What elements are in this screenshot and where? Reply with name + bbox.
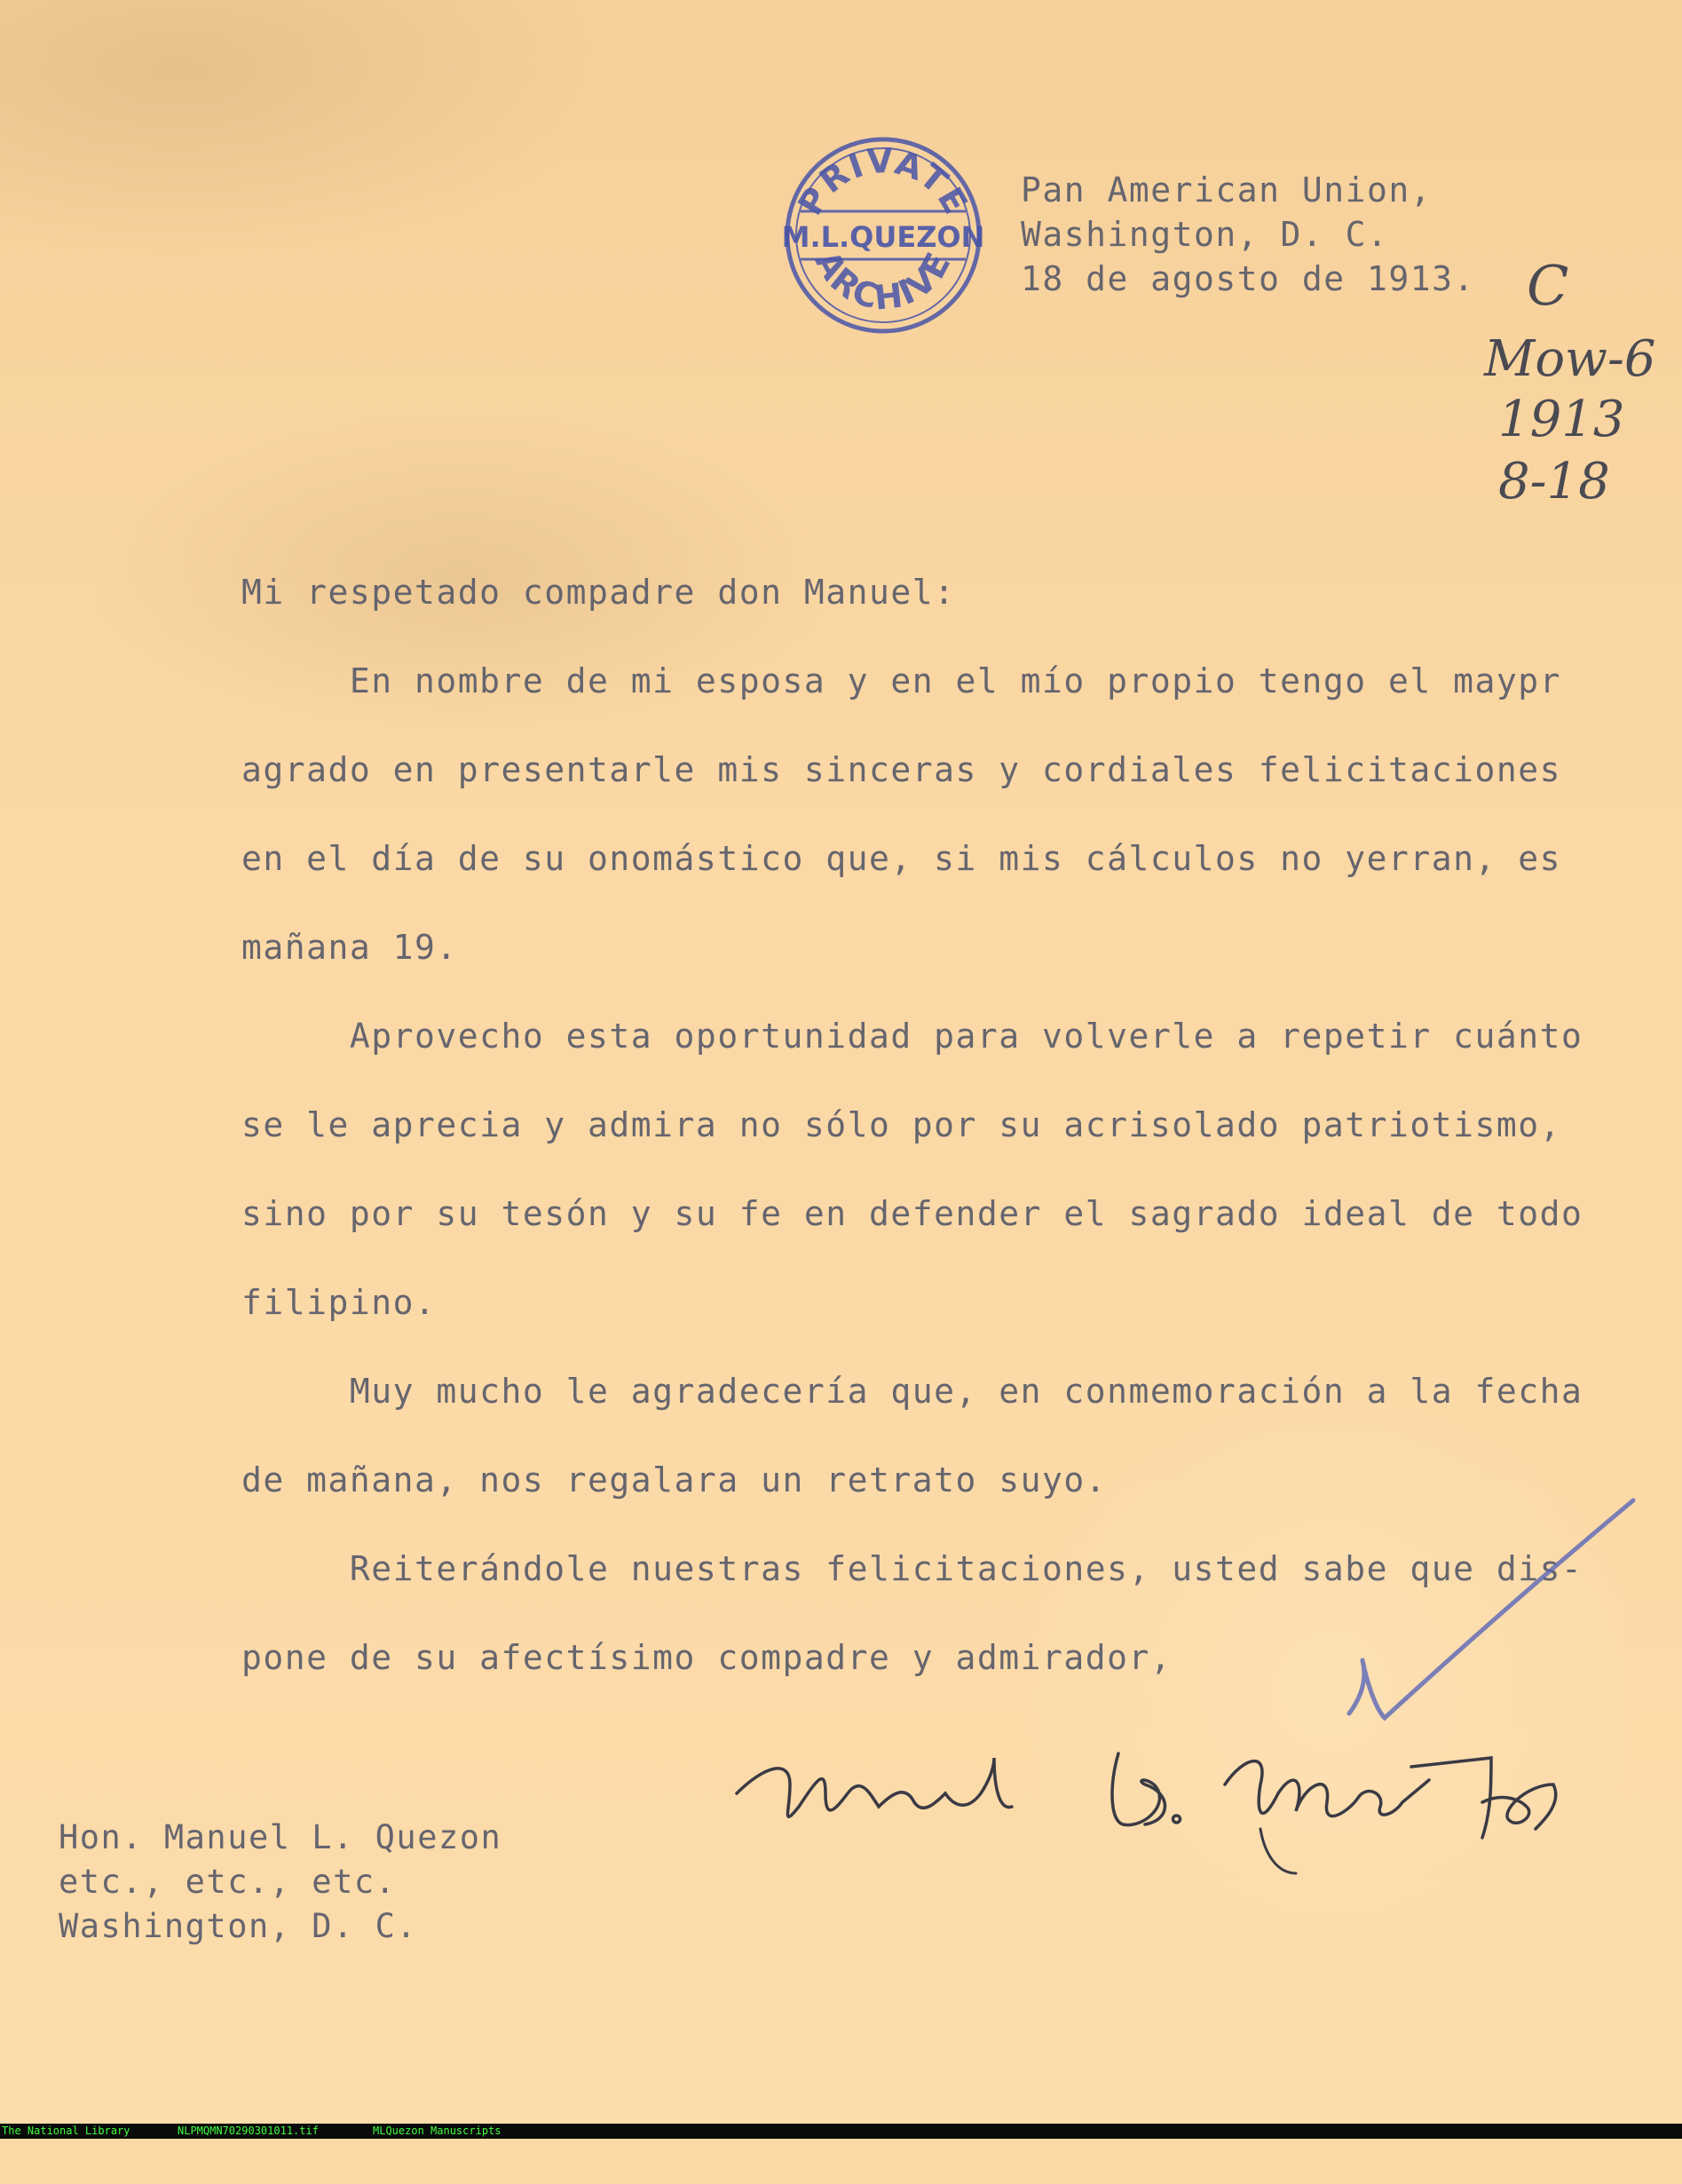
body-line: mañana 19. bbox=[241, 928, 458, 967]
letterhead-line-1: Pan American Union, bbox=[1021, 170, 1433, 210]
letterhead-line-2: Washington, D. C. bbox=[1021, 215, 1389, 254]
body-line: En nombre de mi esposa y en el mío propio tengo el maypr bbox=[241, 661, 1562, 700]
body-line: se le aprecia y admira no sólo por su acrisolado patriotismo, bbox=[241, 1105, 1562, 1144]
stamp-top-text: PRIVATE bbox=[790, 140, 976, 222]
checkmark-icon bbox=[1278, 1492, 1651, 1758]
salutation: Mi respetado compadre don Manuel: bbox=[241, 573, 956, 612]
body-line: sino por su tesón y su fe en defender el sagrado ideal de todo bbox=[241, 1194, 1583, 1233]
margin-note-line-3: 1913 bbox=[1498, 391, 1625, 448]
handwritten-signature bbox=[728, 1731, 1571, 1882]
letterhead-date: 18 de agosto de 1913. bbox=[1021, 259, 1475, 298]
body-line: en el día de su onomástico que, si mis cálculos no yerran, es bbox=[241, 839, 1562, 878]
footer-right-text: MLQuezon Manuscripts bbox=[373, 2125, 501, 2137]
addressee-line-1: Hon. Manuel L. Quezon bbox=[59, 1818, 502, 1856]
margin-note-line-1: C bbox=[1527, 253, 1569, 318]
svg-text:ARCHIVE bbox=[807, 244, 959, 317]
body-line: Aprovecho esta oportunidad para volverle a repetir cuánto bbox=[241, 1017, 1583, 1056]
body-line: agrado en presentarle mis sinceras y cordiales felicitaciones bbox=[241, 750, 1562, 789]
body-line: de mañana, nos regalara un retrato suyo. bbox=[241, 1460, 1108, 1500]
margin-note-line-4: 8-18 bbox=[1498, 453, 1610, 510]
body-line: Reiterándole nuestras felicitaciones, usted sabe que dis- bbox=[241, 1549, 1583, 1588]
body-line: filipino. bbox=[241, 1283, 437, 1322]
addressee-line-2: etc., etc., etc. bbox=[59, 1863, 397, 1901]
addressee-line-3: Washington, D. C. bbox=[59, 1907, 418, 1945]
scan-footer-bar bbox=[0, 2124, 1682, 2139]
archive-stamp bbox=[781, 133, 985, 337]
stamp-bottom-text: ARCHIVE bbox=[807, 244, 959, 318]
margin-note-line-2: Mow-6 bbox=[1484, 330, 1656, 388]
footer-filename: NLPMQMN70290301011.tif bbox=[178, 2125, 319, 2137]
footer-left-text: The National Library bbox=[2, 2125, 130, 2137]
svg-text:PRIVATE bbox=[790, 141, 975, 222]
body-line: pone de su afectísimo compadre y admirador, bbox=[241, 1638, 1173, 1677]
body-line: Muy mucho le agradecería que, en conmemoración a la fecha bbox=[241, 1372, 1583, 1411]
stamp-middle-text: M.L.QUEZON bbox=[781, 220, 985, 254]
